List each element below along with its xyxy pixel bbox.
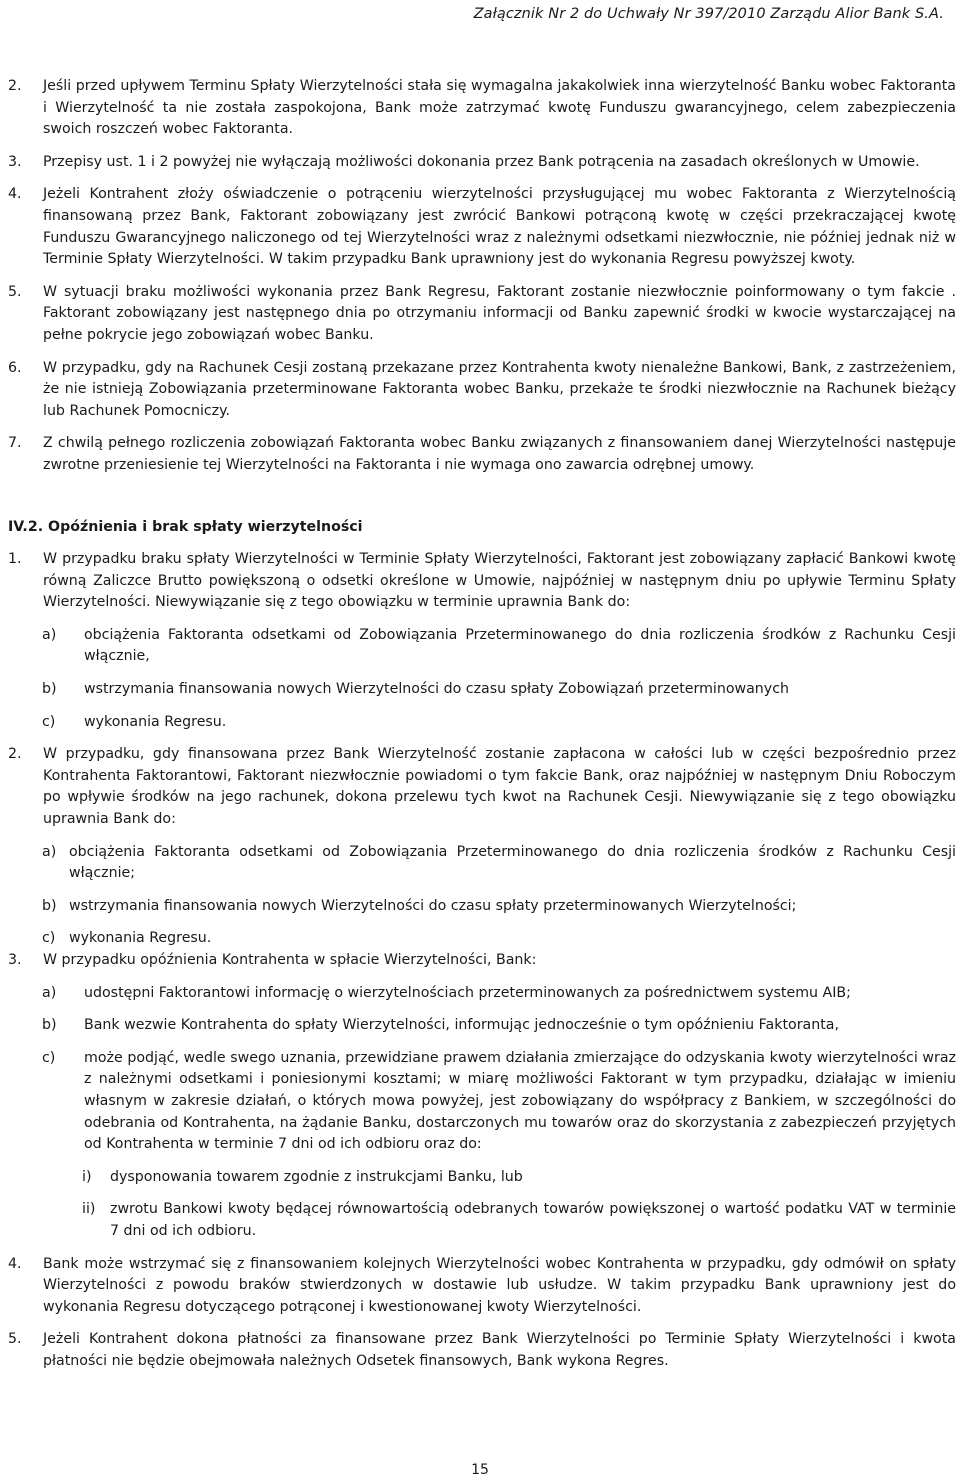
paragraph-item-3b: [0, 950, 960, 972]
item-number: 1.: [8, 551, 22, 568]
item-text: W przypadku braku spłaty Wierzytelności w Terminie Spłaty Wierzytelności, Faktorant jest zobowiązany zapłacić Bankowi kwotę równą Zaliczce Brutto powiększoną o odsetki określone w Umowie, najpóźniej w następnym dniu po upływie Terminu Spłaty Wierzytelności. Niewywiązanie się z tego obowiązku w terminie uprawnia Bank do:: [43, 551, 956, 611]
sub-item-label: a): [42, 843, 57, 860]
paragraph-item-6: [0, 358, 960, 423]
sub-item-c: [0, 712, 960, 734]
item-text: Jeśli przed upływem Terminu Spłaty Wierzytelności stała się wymagalna jakakolwiek inna wierzytelność Banku wobec Faktoranta i Wierzytelność ta nie została zaspokojona, Bank może zatrzymać kwotę Funduszu gwarancyjnego, celem zabezpieczenia swoich roszczeń wobec Faktoranta.: [43, 78, 956, 138]
sub-item-a: [0, 842, 960, 885]
paragraph-item-5b: [0, 1329, 960, 1372]
item-text: W sytuacji braku możliwości wykonania przez Bank Regresu, Faktorant zostanie niezwłocznie poinformowany o tym fakcie . Faktorant zobowiązany jest następnego dnia po otrzymaniu informacji od Banku zapewnić środki w kwocie wystarczającej na pełne pokrycie jego zobowiązań wobec Banku.: [43, 283, 956, 343]
item-number: 4.: [8, 1255, 22, 1272]
paragraph-item-5: [0, 282, 960, 347]
page-number: 15: [471, 1462, 489, 1478]
paragraph-item-1: [0, 549, 960, 614]
sub-sub-item-label: i): [82, 1168, 92, 1185]
item-number: 5.: [8, 1331, 22, 1348]
sub-sub-item-ii: [0, 1199, 960, 1242]
sub-item-b: [0, 679, 960, 701]
sub-item-a: [0, 625, 960, 668]
item-text: W przypadku, gdy na Rachunek Cesji zostaną przekazane przez Kontrahenta kwoty nienależne Bankowi, Bank, z zastrzeżeniem, że nie istnieją Zobowiązania przeterminowane Faktoranta wobec Banku, przekaże te środki niezwłocznie na Rachunek bieżący lub Rachunek Pomocniczy.: [43, 359, 956, 419]
page-header: Załącznik Nr 2 do Uchwały Nr 397/2010 Zarządu Alior Bank S.A.: [473, 6, 944, 22]
sub-item-label: b): [42, 1017, 57, 1034]
item-text: W przypadku, gdy finansowana przez Bank Wierzytelność zostanie zapłacona w całości lub w części bezpośrednio przez Kontrahenta Faktorantowi, Faktorant niezwłocznie powiadomi o tym fakcie Bank, oraz najpóźniej w następnym Dniu Roboczym po wpływie środków na jego rachunek, dokona przelewu tych kwot na Rachunek Cesji. Niewywiązanie się z tego obowiązku uprawnia Bank do:: [43, 746, 956, 828]
item-text: Jeżeli Kontrahent złoży oświadczenie o potrąceniu wierzytelności przysługującej mu wobec Faktoranta z Wierzytelnością finansowaną przez Bank, Faktorant zobowiązany jest zwrócić Bankowi potrąconą kwotę w części przekraczającej kwotę Funduszu Gwarancyjnego naliczonego od tej Wierzytelności wraz z należnymi odsetkami niezwłocznie, nie później jednak niż w Terminie Spłaty Wierzytelności. W takim przypadku Bank uprawniony jest do wykonania Regresu powyższej kwoty.: [43, 186, 956, 268]
sub-item-text: wykonania Regresu.: [69, 930, 212, 947]
sub-item-label: c): [42, 930, 56, 947]
item-number: 2.: [8, 746, 22, 763]
item-number: 4.: [8, 186, 22, 203]
sub-item-label: a): [42, 626, 57, 643]
item-number: 6.: [8, 359, 22, 376]
item-number: 3.: [8, 153, 22, 170]
sub-item-label: c): [42, 1049, 56, 1066]
paragraph-item-7: [0, 433, 960, 476]
sub-item-label: c): [42, 713, 56, 730]
sub-item-b: [0, 1015, 960, 1037]
paragraph-item-2b: [0, 744, 960, 830]
sub-item-text: wykonania Regresu.: [84, 713, 227, 730]
sub-sub-item-text: dysponowania towarem zgodnie z instrukcjami Banku, lub: [110, 1168, 523, 1185]
document-body: [0, 76, 960, 1373]
sub-item-text: wstrzymania finansowania nowych Wierzytelności do czasu spłaty Zobowiązań przeterminowanych: [84, 681, 789, 698]
sub-item-label: b): [42, 681, 57, 698]
sub-item-text: obciążenia Faktoranta odsetkami od Zobowiązania Przeterminowanego do dnia rozliczenia środków z Rachunku Cesji włącznie;: [69, 843, 956, 882]
sub-item-text: może podjąć, wedle swego uznania, przewidziane prawem działania zmierzające do odzyskania kwoty wierzytelności wraz z należnymi odsetkami i poniesionymi kosztami; w miarę możliwości Faktorant w tym przypadku, działając w imieniu własnym w zakresie działań, o których mowa powyżej, jest zobowiązany do współpracy z Bankiem, w szczególności do odebrania od Kontrahenta, na żądanie Banku, dostarczonych mu towarów oraz do skorzystania z zabezpieczeń przyjętych od Kontrahenta w terminie 7 dni od ich odbioru oraz do:: [84, 1049, 956, 1153]
item-text: Bank może wstrzymać się z finansowaniem kolejnych Wierzytelności wobec Kontrahenta w przypadku, gdy odmówił on spłaty Wierzytelności z powodu braków stwierdzonych w dostawie lub usłudze. W takim przypadku Bank uprawniony jest do wykonania Regresu dotyczącego potrąconej i kwestionowanej kwoty Wierzytelności.: [43, 1255, 956, 1315]
paragraph-item-4: [0, 184, 960, 270]
item-text: Z chwilą pełnego rozliczenia zobowiązań Faktoranta wobec Banku związanych z finansowaniem danej Wierzytelności następuje zwrotne przeniesienie tej Wierzytelności na Faktoranta i nie wymaga ono zawarcia odrębnej umowy.: [43, 435, 956, 473]
sub-item-text: udostępni Faktorantowi informację o wierzytelnościach przeterminowanych za pośrednictwem systemu AIB;: [84, 984, 851, 1001]
paragraph-item-3: [0, 152, 960, 174]
section-heading: IV.2. Opóźnienia i brak spłaty wierzytelności: [8, 518, 363, 535]
sub-item-label: a): [42, 984, 57, 1001]
sub-sub-item-text: zwrotu Bankowi kwoty będącej równowartością odebranych towarów powiększonej o wartość podatku VAT w terminie 7 dni od ich odbioru.: [110, 1201, 956, 1239]
sub-item-b: [0, 896, 960, 918]
sub-sub-item-i: [0, 1167, 960, 1189]
sub-item-c: [0, 1048, 960, 1156]
sub-sub-item-label: ii): [82, 1201, 96, 1218]
item-text: Przepisy ust. 1 i 2 powyżej nie wyłączają możliwości dokonania przez Bank potrącenia na zasadach określonych w Umowie.: [43, 153, 920, 170]
item-text: Jeżeli Kontrahent dokona płatności za finansowane przez Bank Wierzytelności po Terminie Spłaty Wierzytelności i kwota płatności nie będzie obejmowała należnych Odsetek finansowych, Bank wykona Regres.: [43, 1331, 956, 1369]
sub-item-a: [0, 983, 960, 1005]
item-number: 3.: [8, 952, 22, 968]
paragraph-item-4b: [0, 1254, 960, 1319]
sub-item-text: Bank wezwie Kontrahenta do spłaty Wierzytelności, informując jednocześnie o tym opóźnieniu Faktoranta,: [84, 1017, 839, 1034]
item-number: 5.: [8, 283, 22, 300]
item-text: W przypadku opóźnienia Kontrahenta w spłacie Wierzytelności, Bank:: [43, 952, 537, 968]
sub-item-text: wstrzymania finansowania nowych Wierzytelności do czasu spłaty przeterminowanych Wierzytelności;: [69, 897, 797, 914]
item-number: 7.: [8, 435, 22, 452]
sub-item-text: obciążenia Faktoranta odsetkami od Zobowiązania Przeterminowanego do dnia rozliczenia środków z Rachunku Cesji włącznie,: [84, 626, 956, 665]
sub-item-c: [0, 928, 960, 950]
paragraph-item-2: [0, 76, 960, 141]
item-number: 2.: [8, 78, 22, 94]
sub-item-label: b): [42, 897, 57, 914]
